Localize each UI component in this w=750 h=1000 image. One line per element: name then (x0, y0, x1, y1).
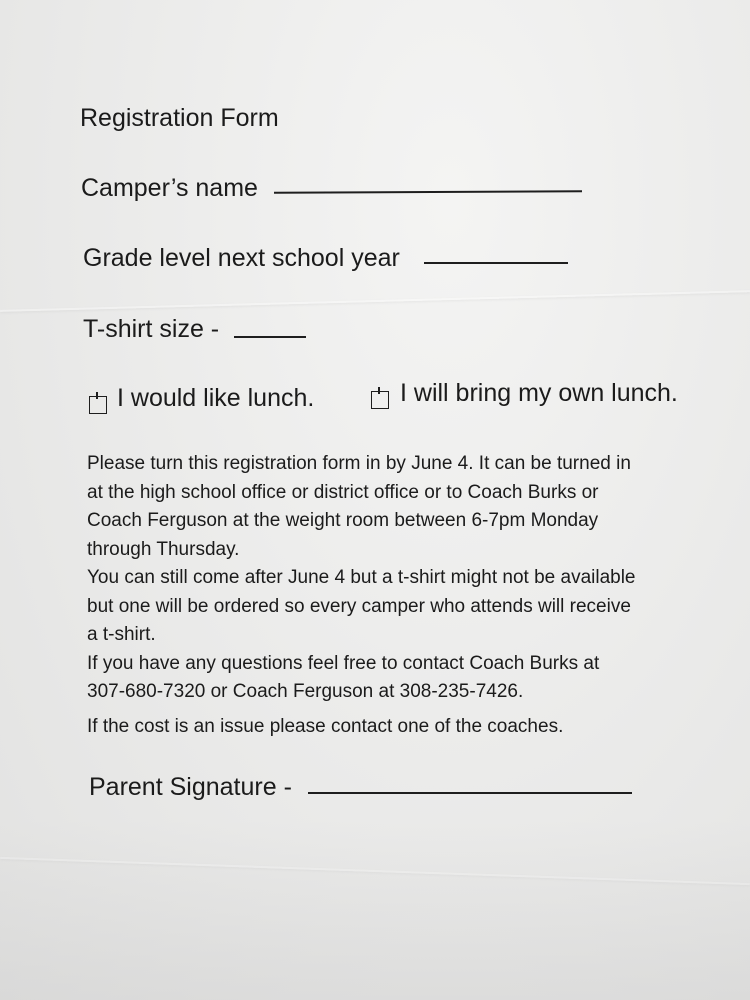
lunch-checkbox[interactable] (89, 396, 107, 414)
grade-level-field[interactable] (424, 262, 568, 264)
paper-shadow (0, 820, 750, 1000)
instruction-line: through Thursday. (87, 538, 240, 560)
instruction-line: Coach Ferguson at the weight room between 6-7pm Monday (87, 510, 599, 531)
instruction-line: You can still come after June 4 but a t-shirt might not be available (87, 567, 636, 588)
own-lunch-checkbox[interactable] (371, 391, 389, 409)
camper-name-field[interactable] (274, 190, 582, 194)
tshirt-size-field[interactable] (234, 336, 306, 338)
grade-level-label: Grade level next school year (83, 244, 400, 272)
form-title: Registration Form (80, 104, 279, 132)
parent-signature-field[interactable] (308, 792, 632, 794)
own-lunch-option-label: I will bring my own lunch. (400, 379, 678, 407)
paper-crease (0, 290, 750, 312)
instruction-line: If the cost is an issue please contact one of the coaches. (87, 715, 564, 737)
instruction-line: If you have any questions feel free to contact Coach Burks at (87, 652, 600, 674)
instruction-line: Please turn this registration form in by June 4. It can be turned in (87, 453, 631, 474)
instruction-line: a t-shirt. (87, 624, 156, 645)
tshirt-size-label: T-shirt size - (83, 315, 220, 343)
instructions-block (87, 450, 707, 741)
parent-signature-label: Parent Signature - (89, 773, 292, 801)
instruction-line: at the high school office or district office or to Coach Burks or (87, 481, 599, 503)
camper-name-label: Camper’s name (81, 174, 258, 202)
instruction-line: 307-680-7320 or Coach Ferguson at 308-235-7426. (87, 681, 524, 702)
instruction-line: but one will be ordered so every camper who attends will receive (87, 595, 631, 617)
lunch-option-label: I would like lunch. (117, 384, 315, 412)
